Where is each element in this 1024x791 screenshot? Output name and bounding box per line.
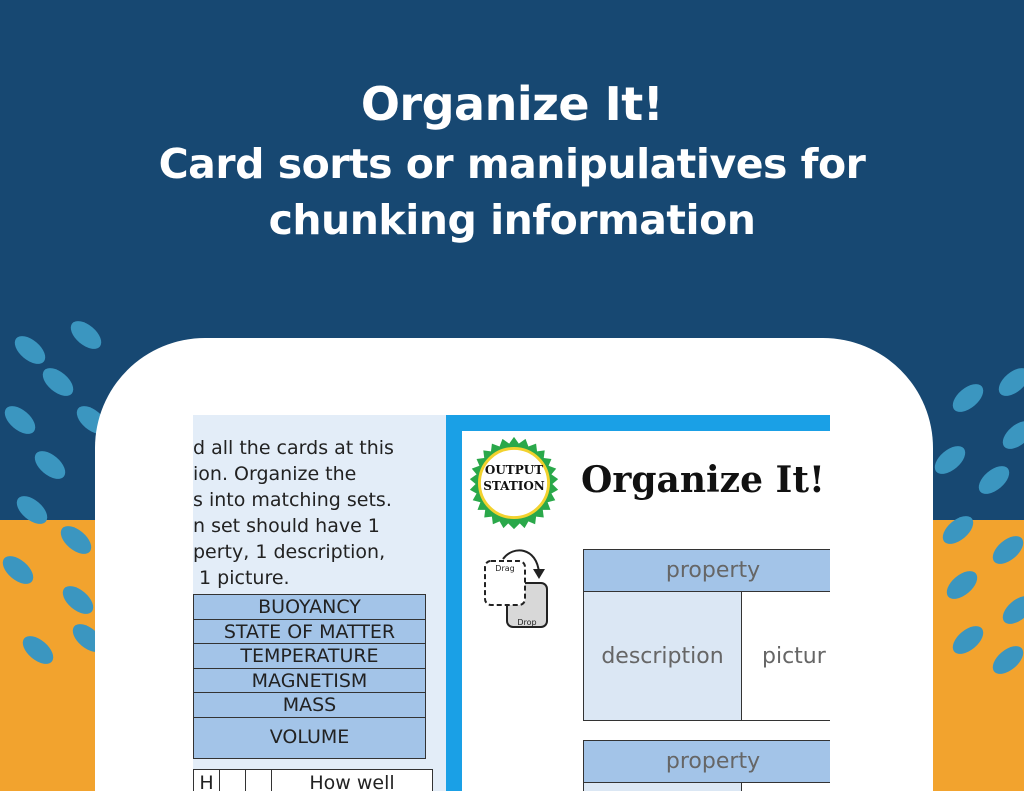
picture-slot[interactable]: pictur xyxy=(742,592,830,720)
drag-drop-icon xyxy=(479,547,565,633)
mini-table-cell: How well xyxy=(309,772,395,791)
card-item[interactable]: MASS xyxy=(194,693,425,718)
instruction-line: d all the cards at this xyxy=(193,437,394,459)
slide-frame-left xyxy=(446,415,462,791)
card-item[interactable]: MAGNETISM xyxy=(194,669,425,694)
picture-slot[interactable] xyxy=(742,783,830,791)
instruction-line: n set should have 1 xyxy=(193,515,380,537)
embedded-screenshot xyxy=(193,415,830,791)
card-list xyxy=(193,594,426,759)
mini-table-cell: H xyxy=(194,770,220,791)
card-item[interactable]: BUOYANCY xyxy=(194,595,425,620)
description-slot[interactable]: description xyxy=(584,592,742,720)
instruction-line: s into matching sets. xyxy=(193,489,392,511)
sort-grid-2 xyxy=(583,740,830,791)
instruction-line: perty, 1 description, xyxy=(193,541,386,563)
headline xyxy=(0,72,1024,248)
instruction-line: ion. Organize the xyxy=(193,463,357,485)
instruction-line: 1 picture. xyxy=(193,567,290,589)
card-item[interactable]: VOLUME xyxy=(194,718,425,758)
card-item[interactable]: TEMPERATURE xyxy=(194,644,425,669)
instructions-panel xyxy=(193,415,446,791)
property-slot[interactable]: property xyxy=(584,550,830,592)
slide-title: Organize It! xyxy=(581,459,825,501)
sort-grid-1 xyxy=(583,549,830,721)
mini-table xyxy=(193,769,433,791)
badge-label xyxy=(466,462,562,494)
badge-line: OUTPUT xyxy=(484,463,544,477)
description-slot[interactable] xyxy=(584,783,742,791)
instructions-text xyxy=(193,435,446,591)
drop-label: Drop xyxy=(517,618,537,627)
badge-line: STATION xyxy=(483,479,545,493)
headline-subtitle-line2: chunking information xyxy=(268,196,756,244)
property-slot[interactable]: property xyxy=(584,741,830,783)
mini-table-cell xyxy=(246,770,272,791)
drag-label: Drag xyxy=(495,564,515,573)
headline-title: Organize It! xyxy=(360,77,664,131)
mini-table-cell xyxy=(220,770,246,791)
headline-subtitle-line1: Card sorts or manipulatives for xyxy=(158,140,866,188)
card-item[interactable]: STATE OF MATTER xyxy=(194,620,425,645)
slide-frame-top xyxy=(446,415,830,431)
